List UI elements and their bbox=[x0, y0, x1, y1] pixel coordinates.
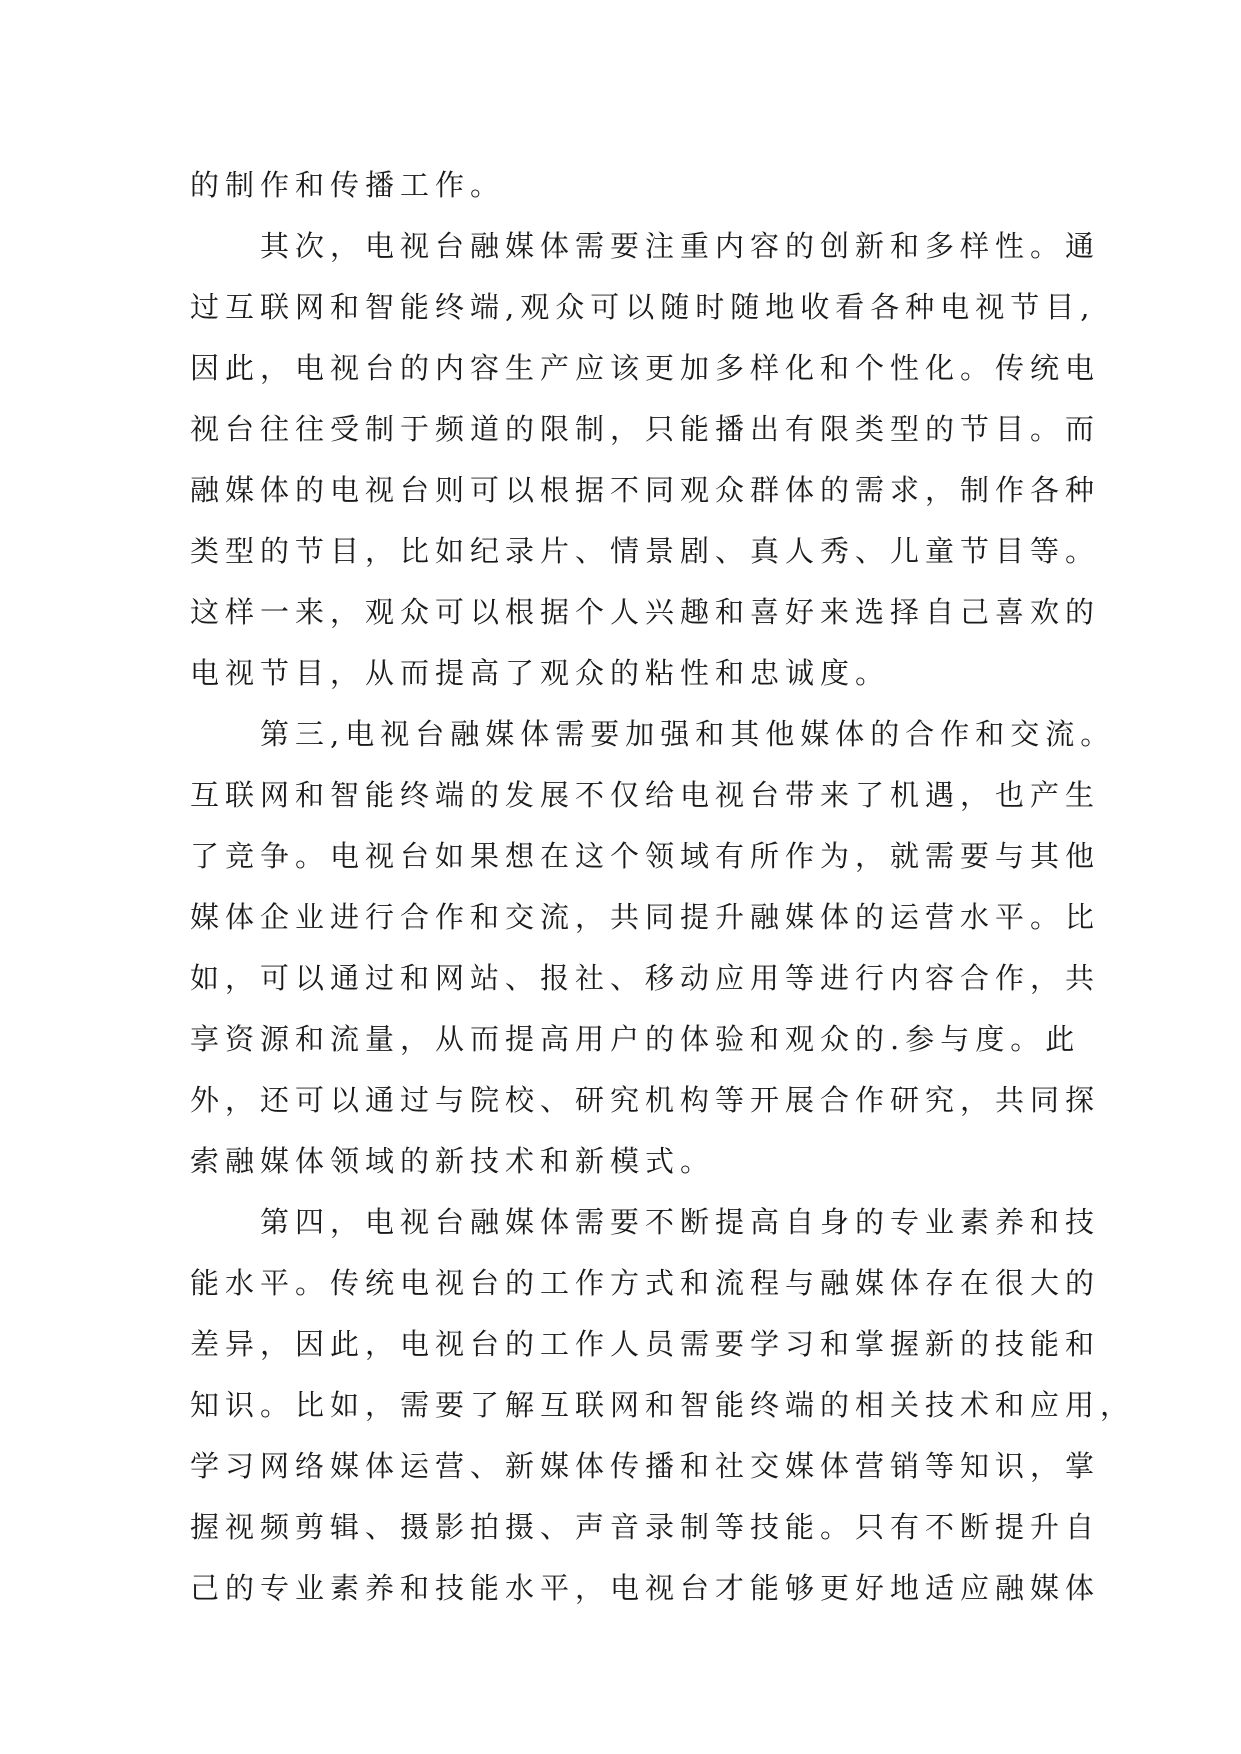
text-line: 如，可以通过和网站、报社、移动应用等进行内容合作，共 bbox=[190, 961, 1101, 995]
text-line: 类型的节目，比如纪录片、情景剧、真人秀、儿童节目等。 bbox=[190, 534, 1101, 568]
text-line: 享资源和流量，从而提高用户的体验和观众的.参与度。此 bbox=[190, 1022, 1081, 1056]
text-line: 第四，电视台融媒体需要不断提高自身的专业素养和技 bbox=[190, 1205, 1101, 1239]
text-line: 融媒体的电视台则可以根据不同观众群体的需求，制作各种 bbox=[190, 473, 1101, 507]
text-line: 媒体企业进行合作和交流，共同提升融媒体的运营水平。比 bbox=[190, 900, 1101, 934]
text-line: 电视节目，从而提高了观众的粘性和忠诚度。 bbox=[190, 656, 891, 690]
text-line: 知识。比如，需要了解互联网和智能终端的相关技术和应用， bbox=[190, 1388, 1136, 1422]
text-line: 了竞争。电视台如果想在这个领域有所作为，就需要与其他 bbox=[190, 839, 1101, 873]
text-line: 这样一来，观众可以根据个人兴趣和喜好来选择自己喜欢的 bbox=[190, 595, 1101, 629]
text-line: 外，还可以通过与院校、研究机构等开展合作研究，共同探 bbox=[190, 1083, 1101, 1117]
text-line: 差异，因此，电视台的工作人员需要学习和掌握新的技能和 bbox=[190, 1327, 1101, 1361]
text-line: 第三,电视台融媒体需要加强和其他媒体的合作和交流。 bbox=[190, 717, 1116, 751]
body-text bbox=[190, 155, 1136, 1619]
text-line: 其次，电视台融媒体需要注重内容的创新和多样性。通 bbox=[190, 229, 1101, 263]
text-line: 的制作和传播工作。 bbox=[190, 168, 506, 202]
text-line: 视台往往受制于频道的限制，只能播出有限类型的节目。而 bbox=[190, 412, 1101, 446]
text-line: 学习网络媒体运营、新媒体传播和社交媒体营销等知识，掌 bbox=[190, 1449, 1101, 1483]
text-line: 能水平。传统电视台的工作方式和流程与融媒体存在很大的 bbox=[190, 1266, 1101, 1300]
text-line: 己的专业素养和技能水平，电视台才能够更好地适应融媒体 bbox=[190, 1571, 1101, 1605]
text-line: 因此，电视台的内容生产应该更加多样化和个性化。传统电 bbox=[190, 351, 1101, 385]
text-line: 索融媒体领域的新技术和新模式。 bbox=[190, 1144, 716, 1178]
text-line: 握视频剪辑、摄影拍摄、声音录制等技能。只有不断提升自 bbox=[190, 1510, 1101, 1544]
text-line: 过互联网和智能终端,观众可以随时随地收看各种电视节目, bbox=[190, 290, 1096, 324]
text-line: 互联网和智能终端的发展不仅给电视台带来了机遇，也产生 bbox=[190, 778, 1101, 812]
